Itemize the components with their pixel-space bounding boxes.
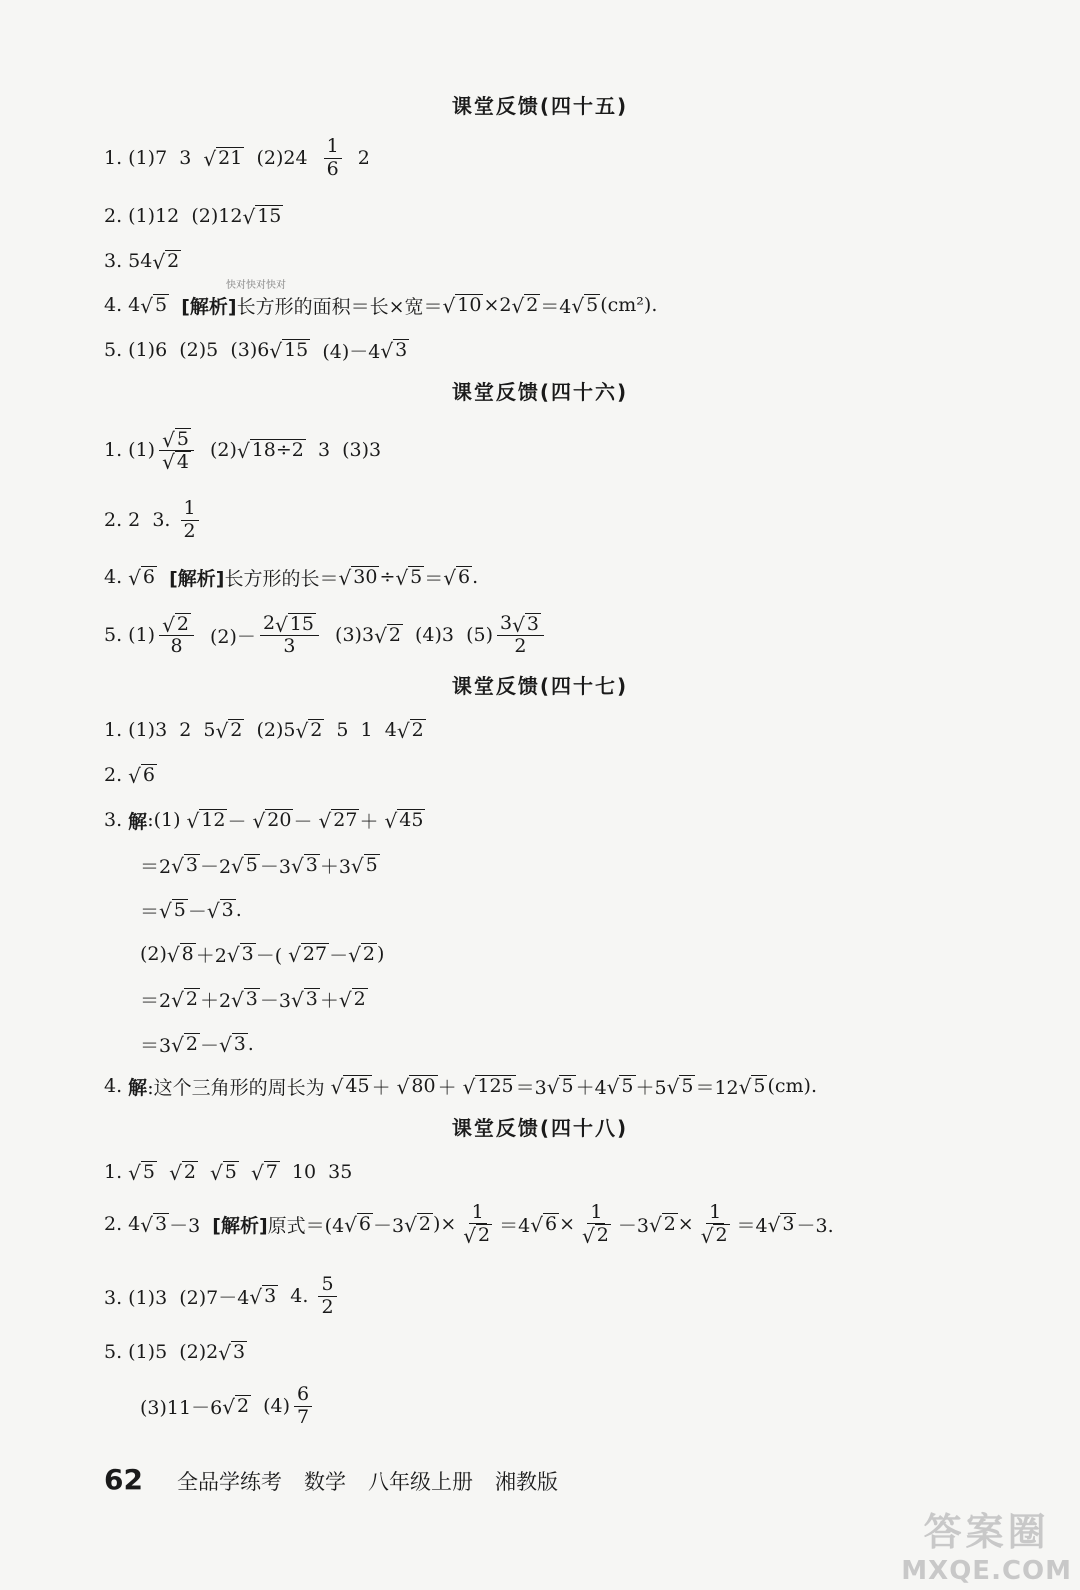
page-number: 62 <box>104 1463 143 1496</box>
answer-line <box>104 134 370 180</box>
text-segment: ＋2 <box>199 989 232 1012</box>
text-segment <box>157 1161 169 1183</box>
sqrt-expression: √ 4 <box>162 450 189 475</box>
text-segment: ＋ <box>319 989 339 1012</box>
answer-line <box>140 845 380 885</box>
sqrt-expression: √ 2 <box>171 987 198 1012</box>
sqrt-expression: √ 21 <box>203 146 243 171</box>
section-heading-45: 课堂反馈(四十五) <box>451 94 629 118</box>
text-segment: ＝4 <box>540 295 572 318</box>
answer-line <box>140 1024 254 1064</box>
text-segment: ＋5 <box>635 1076 667 1099</box>
text-segment: －3 <box>373 1214 405 1237</box>
text-segment: － <box>187 900 207 923</box>
text-segment: －3 <box>259 989 291 1012</box>
sqrt-expression: √ 30 <box>338 565 378 590</box>
answer-line <box>104 1200 834 1249</box>
answer-line <box>104 1066 817 1106</box>
text-segment: (cm²). <box>600 294 658 316</box>
text-segment: 4. 4 <box>104 294 141 316</box>
text-segment <box>198 1161 210 1183</box>
sqrt-expression: √ 2 <box>348 942 375 967</box>
text-segment: (3)3 <box>322 624 375 646</box>
sqrt-expression: √ 2 <box>396 718 424 743</box>
text-segment: . <box>247 1033 254 1055</box>
text-segment: ＝ <box>424 567 444 590</box>
watermark-text: 快对快对快对 <box>226 280 286 291</box>
sqrt-expression: √ 5 <box>350 853 378 878</box>
text-segment: 长方形的长＝ <box>224 567 339 590</box>
page-footer <box>104 1463 580 1496</box>
text-segment: 3. <box>104 809 129 831</box>
sqrt-expression: √ 2 <box>374 623 401 648</box>
text-segment: (4) <box>251 1395 291 1417</box>
sqrt-expression: √ 10 <box>442 293 482 318</box>
text-segment: 3 (3)3 <box>305 439 382 461</box>
sqrt-expression: √ 3 <box>512 612 539 637</box>
sqrt-expression: √ 5 <box>159 898 186 923</box>
text-segment: 1. (1)3 2 5 <box>104 719 216 741</box>
section-heading-48: 课堂反馈(四十八) <box>451 1116 629 1140</box>
answer-line <box>104 611 548 657</box>
sqrt-expression: √ 3 <box>206 898 234 923</box>
text-segment: :(1) <box>147 809 187 831</box>
sqrt-expression: √ 2 <box>463 1224 491 1249</box>
text-segment <box>157 566 169 588</box>
sqrt-expression: √ 6 <box>530 1212 558 1237</box>
text-segment: ＋ <box>371 1076 397 1099</box>
text-segment: －2 <box>199 855 232 878</box>
fraction: $\frac{5}{2}$ <box>318 1274 336 1319</box>
sqrt-expression: √ 15 <box>242 204 282 229</box>
text-segment: ÷ <box>379 566 396 588</box>
text-segment: (4)－4 <box>310 340 381 363</box>
text-segment: ＝3 <box>140 1034 172 1057</box>
fraction: $\frac{1}{6}$ <box>324 136 342 181</box>
text-segment: (3)11－6 <box>140 1396 223 1419</box>
sqrt-expression: √ 12 <box>186 808 226 833</box>
watermark-line1: 答案圈 <box>923 1510 1050 1554</box>
sqrt-expression: √ 5 <box>395 565 423 590</box>
label-segment: 解 <box>128 810 148 833</box>
fraction: 1 √ 2 <box>582 1200 609 1249</box>
text-segment: (4)3 (5) <box>402 624 493 646</box>
answer-line <box>104 800 425 840</box>
label-segment: [解析] <box>181 295 237 318</box>
text-segment: ＝12 <box>695 1076 739 1099</box>
text-segment: ＝4 <box>499 1214 531 1237</box>
sqrt-expression: √ 125 <box>462 1074 514 1099</box>
fraction: √ 2 8 <box>159 613 194 658</box>
sqrt-expression: √ 6 <box>344 1212 372 1237</box>
sqrt-expression: √ 2 <box>404 1212 431 1237</box>
sqrt-expression: √ 2 <box>152 249 180 274</box>
text-segment: 10 35 <box>279 1161 353 1183</box>
answer-line <box>104 710 426 750</box>
text-segment: 5 1 4 <box>324 719 397 741</box>
corner-watermark <box>901 1501 1072 1586</box>
text-segment: (2)－ <box>197 625 256 648</box>
sqrt-expression: √ 18÷2 <box>236 438 304 463</box>
answer-line <box>140 1382 316 1428</box>
text-segment: 3. (1)3 (2)7－4 <box>104 1286 250 1309</box>
sqrt-expression: √ 45 <box>384 808 424 833</box>
text-segment: ＋2 <box>195 944 227 967</box>
sqrt-expression: √ 5 <box>546 1074 574 1099</box>
text-segment <box>169 294 181 316</box>
label-segment: 解 <box>128 1076 148 1099</box>
label-segment: [解析] <box>212 1214 268 1237</box>
text-segment: ＝2 <box>140 855 172 878</box>
sqrt-expression: √ 5 <box>738 1074 766 1099</box>
text-segment: 长方形的面积＝长×宽＝ <box>236 295 443 318</box>
sqrt-expression: √ 3 <box>380 338 408 363</box>
text-segment: 4. <box>104 566 129 588</box>
section-heading-46: 课堂反馈(四十六) <box>451 380 629 404</box>
text-segment: 1. <box>104 1161 129 1183</box>
sqrt-expression: √ 27 <box>318 808 358 833</box>
answer-line <box>104 1152 352 1192</box>
sqrt-expression: √ 3 <box>218 1340 246 1365</box>
text-segment: 2 <box>345 147 370 169</box>
answer-line <box>140 934 384 974</box>
text-segment: 原式＝(4 <box>267 1214 345 1237</box>
text-segment: ) <box>376 943 385 965</box>
sqrt-expression: √ 5 <box>571 293 599 318</box>
sqrt-expression: √ 2 <box>700 1224 728 1249</box>
text-segment: ＋ <box>359 810 385 833</box>
answer-line <box>104 496 203 542</box>
text-segment <box>239 1161 251 1183</box>
answer-line <box>104 285 657 325</box>
text-segment: －3. <box>796 1214 834 1237</box>
sqrt-expression: √ 2 <box>648 1212 676 1237</box>
sqrt-expression: √ 6 <box>128 763 156 788</box>
text-segment: )× <box>432 1213 457 1235</box>
sqrt-expression: √ 3 <box>249 1284 277 1309</box>
text-segment: ＝2 <box>140 989 172 1012</box>
text-segment: ＝ <box>140 900 160 923</box>
sqrt-expression: √ 5 <box>666 1074 694 1099</box>
sqrt-expression: √ 2 <box>169 1160 196 1185</box>
fraction: $\frac{1}{2}$ <box>181 498 199 543</box>
sqrt-expression: √ 5 <box>606 1074 634 1099</box>
sqrt-expression: √ 2 <box>338 987 366 1012</box>
text-segment: 5. (1)6 (2)5 (3)6 <box>104 339 270 361</box>
text-segment: － <box>227 810 253 833</box>
answer-line <box>104 330 409 370</box>
sqrt-expression: √ 5 <box>162 427 189 452</box>
section-heading-47: 课堂反馈(四十七) <box>451 674 629 698</box>
answer-line <box>104 196 283 236</box>
text-segment: 4. <box>278 1285 315 1307</box>
fraction: 2 √ 15 3 <box>260 613 319 658</box>
sqrt-expression: √ 45 <box>330 1074 370 1099</box>
sqrt-expression: √ 80 <box>396 1074 436 1099</box>
text-segment: × <box>559 1213 575 1235</box>
grade-label: 八年级上册 <box>367 1470 473 1494</box>
text-segment: 1. (1) <box>104 439 156 461</box>
sqrt-expression: √ 5 <box>140 293 168 318</box>
label-segment: [解析] <box>169 567 225 590</box>
text-segment: (2)24 <box>244 147 320 169</box>
watermark-line2: MXQE.COM <box>901 1556 1072 1586</box>
sqrt-expression: √ 5 <box>231 853 258 878</box>
sqrt-expression: √ 3 <box>218 1032 246 1057</box>
text-segment: 2. 4 <box>104 1213 141 1235</box>
sqrt-expression: √ 8 <box>166 942 194 967</box>
sqrt-expression: √ 27 <box>288 942 328 967</box>
text-segment: (2) <box>197 439 237 461</box>
fraction: 1 √ 2 <box>700 1200 728 1249</box>
text-segment: 2. (1)12 (2)12 <box>104 205 243 227</box>
sqrt-expression: √ 3 <box>767 1212 795 1237</box>
answer-line <box>104 557 478 597</box>
sqrt-expression: √ 2 <box>215 718 243 743</box>
text-segment: － <box>199 1034 219 1057</box>
book-title: 全品学练考 <box>176 1470 282 1494</box>
edition-label: 湘教版 <box>494 1470 558 1494</box>
answer-line <box>104 1332 247 1372</box>
text-segment: 2. <box>104 764 129 786</box>
sqrt-expression: √ 2 <box>171 1032 198 1057</box>
text-segment: 4. <box>104 1075 129 1097</box>
answer-line <box>104 1272 341 1318</box>
sqrt-expression: √ 2 <box>222 1394 250 1419</box>
text-segment: 5. (1)5 (2)2 <box>104 1341 219 1363</box>
text-segment: . <box>472 566 479 588</box>
sqrt-expression: √ 5 <box>128 1160 156 1185</box>
text-segment: (cm). <box>767 1075 817 1097</box>
sqrt-expression: √ 2 <box>511 293 539 318</box>
text-segment: －( <box>255 944 289 967</box>
answer-line <box>104 755 157 795</box>
sqrt-expression: √ 2 <box>162 612 189 637</box>
answer-line <box>104 427 382 475</box>
text-segment: －3 <box>169 1214 213 1237</box>
fraction: 3 √ 3 2 <box>497 613 544 658</box>
text-segment: ＋3 <box>319 855 351 878</box>
text-segment: －3 <box>617 1214 649 1237</box>
text-segment: 1. (1)7 3 <box>104 147 204 169</box>
text-segment: － <box>329 944 349 967</box>
sqrt-expression: √ 3 <box>290 853 318 878</box>
sqrt-expression: √ 3 <box>171 853 198 878</box>
sqrt-expression: √ 3 <box>231 987 258 1012</box>
fraction: 1 √ 2 <box>463 1200 491 1249</box>
sqrt-expression: √ 3 <box>226 942 254 967</box>
text-segment: (2)5 <box>244 719 296 741</box>
text-segment: 3. 54 <box>104 250 153 272</box>
sqrt-expression: √ 15 <box>269 338 309 363</box>
text-segment: －3 <box>259 855 291 878</box>
fraction: $\frac{6}{7}$ <box>294 1384 312 1429</box>
text-segment: ＋ <box>437 1076 463 1099</box>
sqrt-expression: √ 3 <box>290 987 318 1012</box>
answer-line <box>140 890 242 930</box>
sqrt-expression: √ 2 <box>295 718 323 743</box>
text-segment: × <box>677 1213 694 1235</box>
sqrt-expression: √ 20 <box>252 808 292 833</box>
sqrt-expression: √ 6 <box>128 565 156 590</box>
fraction <box>159 428 194 473</box>
text-segment: ＋4 <box>575 1076 607 1099</box>
sqrt-expression: √ 3 <box>140 1212 168 1237</box>
text-segment: (2) <box>140 943 167 965</box>
sqrt-expression: √ 7 <box>250 1160 278 1185</box>
sqrt-expression: √ 5 <box>210 1160 237 1185</box>
text-segment: ＝3 <box>515 1076 547 1099</box>
answer-line <box>140 979 368 1019</box>
sqrt-expression: √ 6 <box>443 565 471 590</box>
subject-label: 数学 <box>303 1470 346 1494</box>
text-segment: ×2 <box>483 294 512 316</box>
text-segment: － <box>293 810 319 833</box>
text-segment: :这个三角形的周长为 <box>147 1076 331 1099</box>
sqrt-expression: √ 15 <box>275 612 314 637</box>
sqrt-expression: √ 2 <box>582 1224 609 1249</box>
text-segment: . <box>235 899 242 921</box>
text-segment: 2. 2 3. <box>104 509 177 531</box>
answer-line <box>104 241 181 281</box>
text-segment: ＝4 <box>736 1214 768 1237</box>
text-segment: 5. (1) <box>104 624 156 646</box>
